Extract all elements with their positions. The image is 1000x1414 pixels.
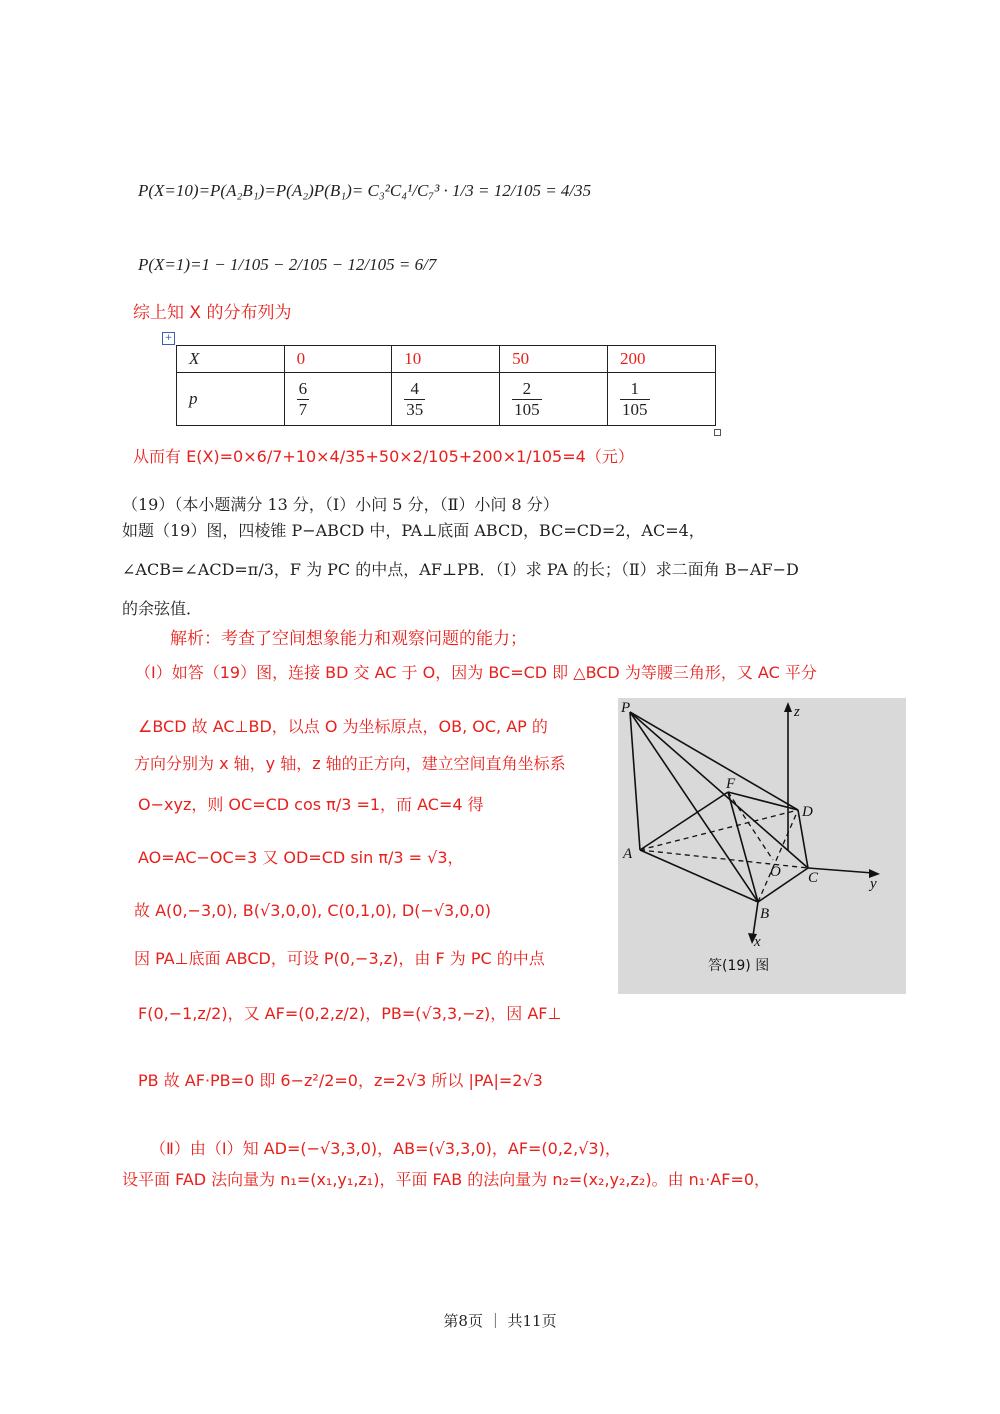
table-row [177,373,716,426]
solution-line-2: ∠BCD 故 AC⊥BD，以点 O 为坐标原点，OB, OC, AP 的 [138,717,548,736]
pyramid-diagram [618,698,906,994]
figure-caption: 答(19) 图 [708,958,770,974]
equation-px1 [138,254,436,276]
problem-line-2: ∠ACB=∠ACD=π/3，F 为 PC 的中点，AF⊥PB．（Ⅰ）求 PA 的长；（Ⅱ）求二面角 B−AF−D [122,560,799,579]
fraction-numerator: 4 [404,379,425,400]
edge-fb [728,792,758,902]
edge-pd [630,712,798,810]
label-o: O [770,864,781,880]
equation-px10 [138,180,591,202]
pyramid-figure [618,698,906,994]
edge-af [640,792,728,850]
label-d: D [802,804,813,820]
solution-line-1: （Ⅰ）如答（19）图，连接 BD 交 AC 于 O，因为 BC=CD 即 △BCD 为等腰三角形，又 AC 平分 [135,663,817,682]
fraction [620,379,650,420]
label-a: A [623,846,633,862]
distribution-intro: 综上知 X 的分布列为 [133,303,292,323]
table-move-icon[interactable]: + [162,332,175,345]
table-cell [608,373,716,426]
expectation-line: 从而有 E(X)=0×6/7+10×4/35+50×2/105+200×1/105=4（元） [133,447,634,466]
label-z: z [794,704,800,720]
solution-line-3: 方向分别为 x 轴，y 轴，z 轴的正方向，建立空间直角坐标系 [134,754,566,773]
solution-line-5: AO=AC−OC=3 又 OD=CD sin π/3 = √3， [138,848,464,867]
fraction-numerator: 2 [512,379,542,400]
page-footer: 第8页 ｜ 共11页 [443,1312,557,1330]
problem-header: （19）（本小题满分 13 分，（Ⅰ）小问 5 分，（Ⅱ）小问 8 分） [122,495,559,514]
problem-line-1: 如题（19）图，四棱锥 P−ABCD 中，PA⊥底面 ABCD，BC=CD=2，AC=4， [122,521,705,540]
label-y: y [870,876,877,892]
table-header-x: X [177,346,285,373]
fraction-numerator: 6 [298,378,308,398]
fraction-denominator: 105 [622,399,648,419]
solution-intro: 解析：考查了空间想象能力和观察问题的能力； [170,629,527,649]
solution-line-9: PB 故 AF·PB=0 即 6−z²/2=0，z=2√3 所以 |PA|=2√3 [138,1071,543,1090]
fraction-denominator: 105 [514,399,540,419]
label-x: x [754,934,761,950]
table-header-cell: 0 [284,346,392,373]
label-b: B [760,906,770,922]
distribution-table [176,345,716,426]
table-cell [500,373,608,426]
fraction [404,379,425,420]
axis-z-arrow [784,702,792,712]
table-cell [284,373,392,426]
table-header-cell: 50 [500,346,608,373]
table-cell [392,373,500,426]
problem-line-3: 的余弦值． [122,599,203,618]
label-f: F [726,776,736,792]
solution-line-6: 故 A(0,−3,0), B(√3,0,0), C(0,1,0), D(−√3,0,0) [134,901,492,920]
table-header-cell: 10 [392,346,500,373]
fraction [297,379,310,420]
solution-line-11: 设平面 FAD 法向量为 n₁=(x₁,y₁,z₁)，平面 FAB 的法向量为 n₂=(x₂,y₂,z₂)。由 n₁·AF=0， [122,1170,771,1189]
fraction-numerator: 1 [620,379,650,400]
equation-px10-text: P(X=10)=P(A₂B₁)=P(A₂)P(B₁)= C₃²C₄¹/C₇³ · 1/3 = 12/105 = 4/35 [138,181,592,200]
label-c: C [808,870,819,886]
table-resize-handle[interactable] [714,429,721,436]
edge-pa [630,712,640,850]
fraction-denominator: 35 [406,399,424,419]
axis-x [753,902,758,936]
table-header-cell: 200 [608,346,716,373]
fraction-denominator: 7 [298,399,308,419]
solution-line-4: O−xyz，则 OC=CD cos π/3 =1，而 AC=4 得 [138,795,484,814]
label-p: P [621,700,631,716]
table-row-label: p [177,373,285,426]
solution-line-7: 因 PA⊥底面 ABCD，可设 P(0,−3,z)，由 F 为 PC 的中点 [134,949,545,968]
equation-px1-text: P(X=1)=1 − 1/105 − 2/105 − 12/105 = 6/7 [138,255,437,274]
fraction [512,379,542,420]
solution-line-8: F(0,−1,z/2)，又 AF=(0,2,z/2)，PB=(√3,3,−z)，因 AF⊥ [138,1004,562,1023]
solution-line-10: （Ⅱ）由（Ⅰ）知 AD=(−√3,3,0)，AB=(√3,3,0)，AF=(0,2,√3)， [150,1139,621,1158]
table-row [177,346,716,373]
